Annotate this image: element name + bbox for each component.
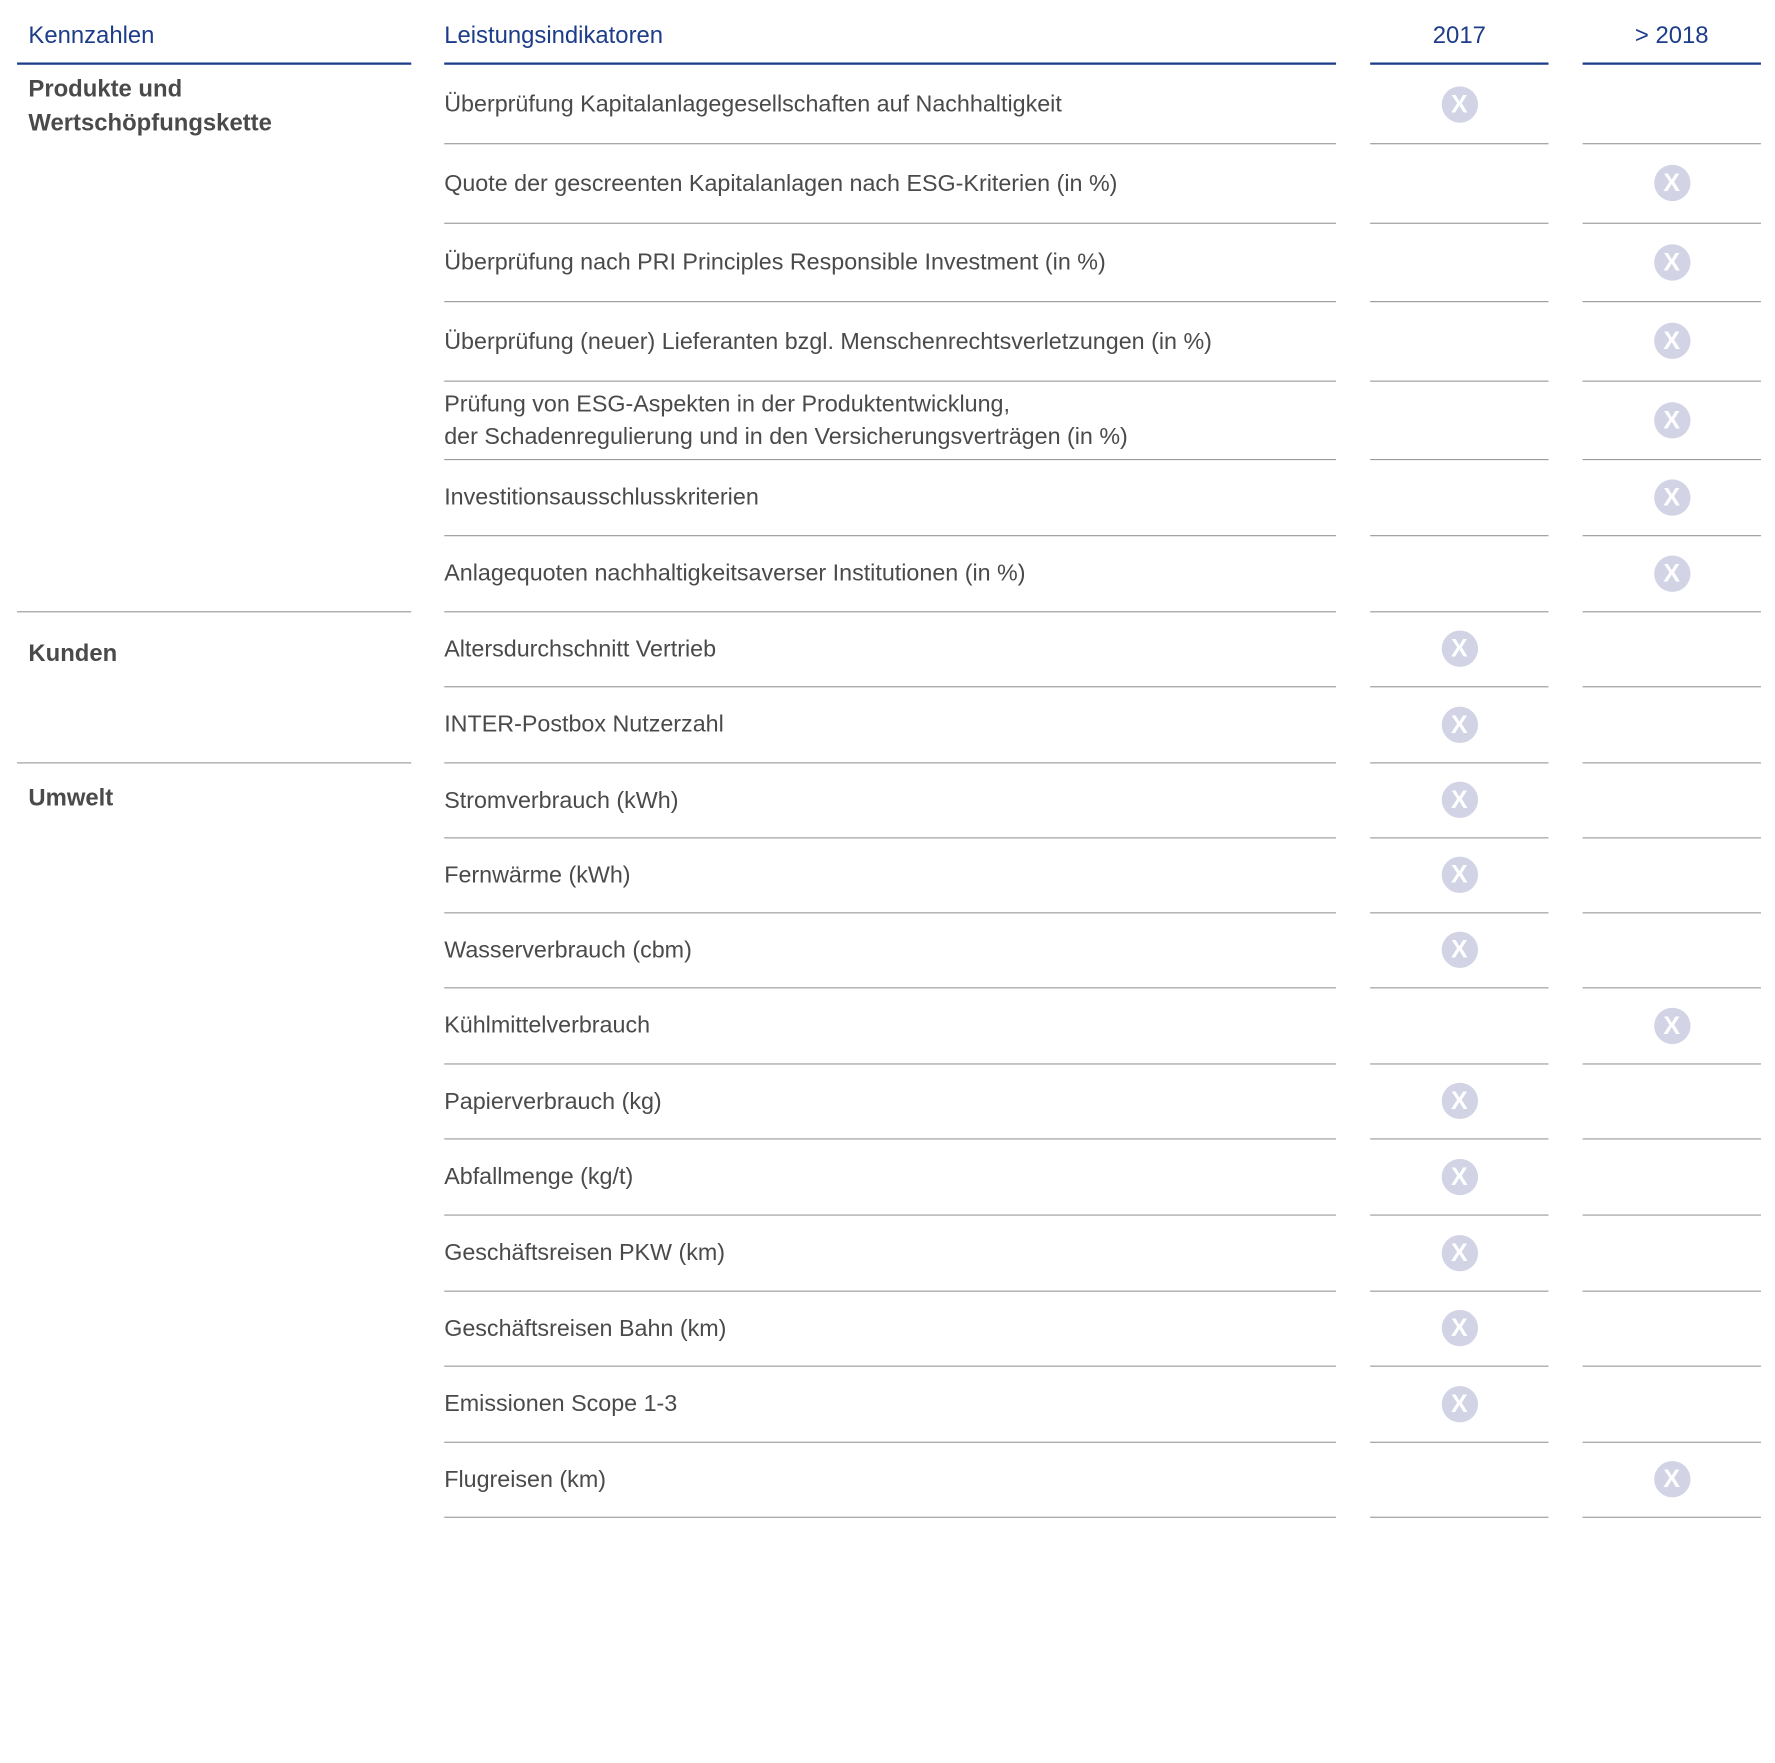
x-mark-icon: X	[1441, 1083, 1477, 1119]
row-divider	[444, 912, 1336, 913]
category-label-line: Umwelt	[28, 785, 114, 812]
indicator-label	[444, 1084, 661, 1117]
indicator-label-line: Abfallmenge (kg/t)	[444, 1163, 634, 1190]
row-divider	[1370, 1063, 1548, 1064]
indicator-label	[444, 324, 1212, 357]
row-divider	[444, 611, 1336, 612]
row-divider	[1370, 611, 1548, 612]
row-divider	[444, 837, 1336, 838]
x-mark-icon: X	[1441, 706, 1477, 742]
indicator-label-line: Kühlmittelverbrauch	[444, 1012, 651, 1039]
row-divider	[1583, 143, 1761, 144]
indicator-label	[444, 933, 692, 966]
indicator-label-line: Prüfung von ESG-Aspekten in der Produktentwicklung,	[444, 390, 1010, 417]
x-mark-icon: X	[1654, 402, 1690, 438]
row-divider	[1583, 837, 1761, 838]
indicator-label-line: Stromverbrauch (kWh)	[444, 786, 679, 813]
x-mark-icon: X	[1441, 782, 1477, 818]
category-label	[28, 73, 271, 141]
indicator-label-line: Anlagequoten nachhaltigkeitsaverser Institutionen (in %)	[444, 560, 1026, 587]
row-divider	[1583, 611, 1761, 612]
indicator-label-line: INTER-Postbox Nutzerzahl	[444, 711, 724, 738]
row-divider	[444, 459, 1336, 460]
row-divider	[444, 535, 1336, 536]
indicator-label-line: Überprüfung Kapitalanlagegesellschaften auf Nachhaltigkeit	[444, 90, 1062, 118]
row-divider	[1583, 762, 1761, 763]
indicator-label	[444, 1387, 677, 1420]
row-divider	[1583, 1138, 1761, 1139]
row-divider	[1583, 987, 1761, 988]
row-divider	[1370, 987, 1548, 988]
row-divider	[1370, 459, 1548, 460]
row-divider	[1370, 686, 1548, 687]
row-divider	[1370, 1366, 1548, 1367]
row-divider	[1370, 1517, 1548, 1518]
category-label-line: Kunden	[28, 640, 118, 667]
category-label	[28, 637, 117, 671]
header-underline	[17, 62, 411, 64]
row-divider	[444, 1517, 1336, 1518]
header-2018: > 2018	[1634, 22, 1709, 49]
row-divider	[444, 381, 1336, 382]
row-divider	[1370, 381, 1548, 382]
indicator-label-line: Papierverbrauch (kg)	[444, 1087, 662, 1114]
row-divider	[1370, 912, 1548, 913]
category-divider	[17, 611, 411, 612]
row-divider	[1370, 1138, 1548, 1139]
header-2017: 2017	[1432, 22, 1486, 49]
row-divider	[444, 762, 1336, 763]
row-divider	[1370, 837, 1548, 838]
indicator-label	[444, 1009, 650, 1042]
header-underline	[444, 62, 1336, 64]
row-divider	[1583, 912, 1761, 913]
indicator-label-line: Geschäftsreisen PKW (km)	[444, 1239, 726, 1266]
indicator-label-line: Fernwärme (kWh)	[444, 861, 631, 888]
x-mark-icon: X	[1654, 1461, 1690, 1497]
indicator-label	[444, 481, 759, 514]
row-divider	[1583, 1291, 1761, 1292]
x-mark-icon: X	[1654, 244, 1690, 280]
indicator-label-line: Altersdurchschnitt Vertrieb	[444, 635, 717, 662]
indicator-label-line: Überprüfung (neuer) Lieferanten bzgl. Menschenrechtsverletzungen (in %)	[444, 327, 1212, 354]
x-mark-icon: X	[1654, 165, 1690, 201]
indicator-label	[444, 1312, 726, 1345]
header-leistungsindikatoren: Leistungsindikatoren	[444, 22, 664, 49]
x-mark-icon: X	[1441, 932, 1477, 968]
x-mark-icon: X	[1441, 1158, 1477, 1194]
indicator-label-line: Emissionen Scope 1-3	[444, 1390, 678, 1417]
x-mark-icon: X	[1654, 555, 1690, 591]
indicator-label	[444, 245, 1105, 278]
category-divider	[17, 762, 411, 763]
row-divider	[1370, 223, 1548, 224]
row-divider	[1370, 1214, 1548, 1215]
indicator-label	[444, 858, 630, 891]
row-divider	[1370, 535, 1548, 536]
indicator-label-line: Flugreisen (km)	[444, 1466, 606, 1493]
header-underline	[1583, 62, 1761, 64]
indicator-label	[444, 1236, 725, 1269]
row-divider	[444, 1214, 1336, 1215]
row-divider	[444, 686, 1336, 687]
row-divider	[444, 1442, 1336, 1443]
indicator-label	[444, 783, 678, 816]
x-mark-icon: X	[1441, 1234, 1477, 1270]
x-mark-icon: X	[1441, 1310, 1477, 1346]
indicator-label-line: Überprüfung nach PRI Principles Responsible Investment (in %)	[444, 248, 1106, 275]
indicator-label	[444, 557, 1025, 590]
row-divider	[1583, 1214, 1761, 1215]
row-divider	[444, 1138, 1336, 1139]
indicator-label	[444, 708, 724, 741]
x-mark-icon: X	[1654, 1007, 1690, 1043]
category-label-line: Produkte und	[28, 76, 183, 103]
indicator-label-line: der Schadenregulierung und in den Versicherungsverträgen (in %)	[444, 423, 1128, 450]
row-divider	[1583, 1063, 1761, 1064]
row-divider	[1583, 301, 1761, 302]
row-divider	[1370, 1291, 1548, 1292]
row-divider	[1583, 686, 1761, 687]
row-divider	[1583, 535, 1761, 536]
row-divider	[444, 1366, 1336, 1367]
indicator-label-line: Wasserverbrauch (cbm)	[444, 936, 692, 963]
header-underline	[1370, 62, 1548, 64]
x-mark-icon: X	[1441, 1385, 1477, 1421]
header-kennzahlen: Kennzahlen	[28, 22, 155, 49]
x-mark-icon: X	[1654, 479, 1690, 515]
row-divider	[1370, 301, 1548, 302]
indicator-label-line: Investitionsausschlusskriterien	[444, 483, 759, 511]
indicator-label	[444, 387, 1128, 453]
x-mark-icon: X	[1441, 631, 1477, 667]
indicator-label	[444, 1463, 606, 1496]
row-divider	[1583, 223, 1761, 224]
category-label	[28, 782, 113, 816]
indicator-label	[444, 87, 1062, 120]
row-divider	[444, 301, 1336, 302]
row-divider	[1583, 1517, 1761, 1518]
indicator-label-line: Quote der gescreenten Kapitalanlagen nach ESG-Kriterien (in %)	[444, 169, 1118, 196]
row-divider	[1583, 1442, 1761, 1443]
row-divider	[444, 987, 1336, 988]
row-divider	[444, 1291, 1336, 1292]
indicator-label	[444, 1160, 633, 1193]
x-mark-icon: X	[1441, 86, 1477, 122]
category-label-line: Wertschöpfungskette	[28, 110, 272, 137]
indicator-label	[444, 166, 1117, 199]
x-mark-icon: X	[1654, 323, 1690, 359]
row-divider	[444, 143, 1336, 144]
row-divider	[1583, 459, 1761, 460]
row-divider	[1370, 1442, 1548, 1443]
indicator-label	[444, 632, 716, 665]
row-divider	[444, 223, 1336, 224]
row-divider	[1370, 143, 1548, 144]
row-divider	[1583, 381, 1761, 382]
row-divider	[444, 1063, 1336, 1064]
x-mark-icon: X	[1441, 857, 1477, 893]
indicator-label-line: Geschäftsreisen Bahn (km)	[444, 1315, 727, 1342]
row-divider	[1370, 762, 1548, 763]
row-divider	[1583, 1366, 1761, 1367]
